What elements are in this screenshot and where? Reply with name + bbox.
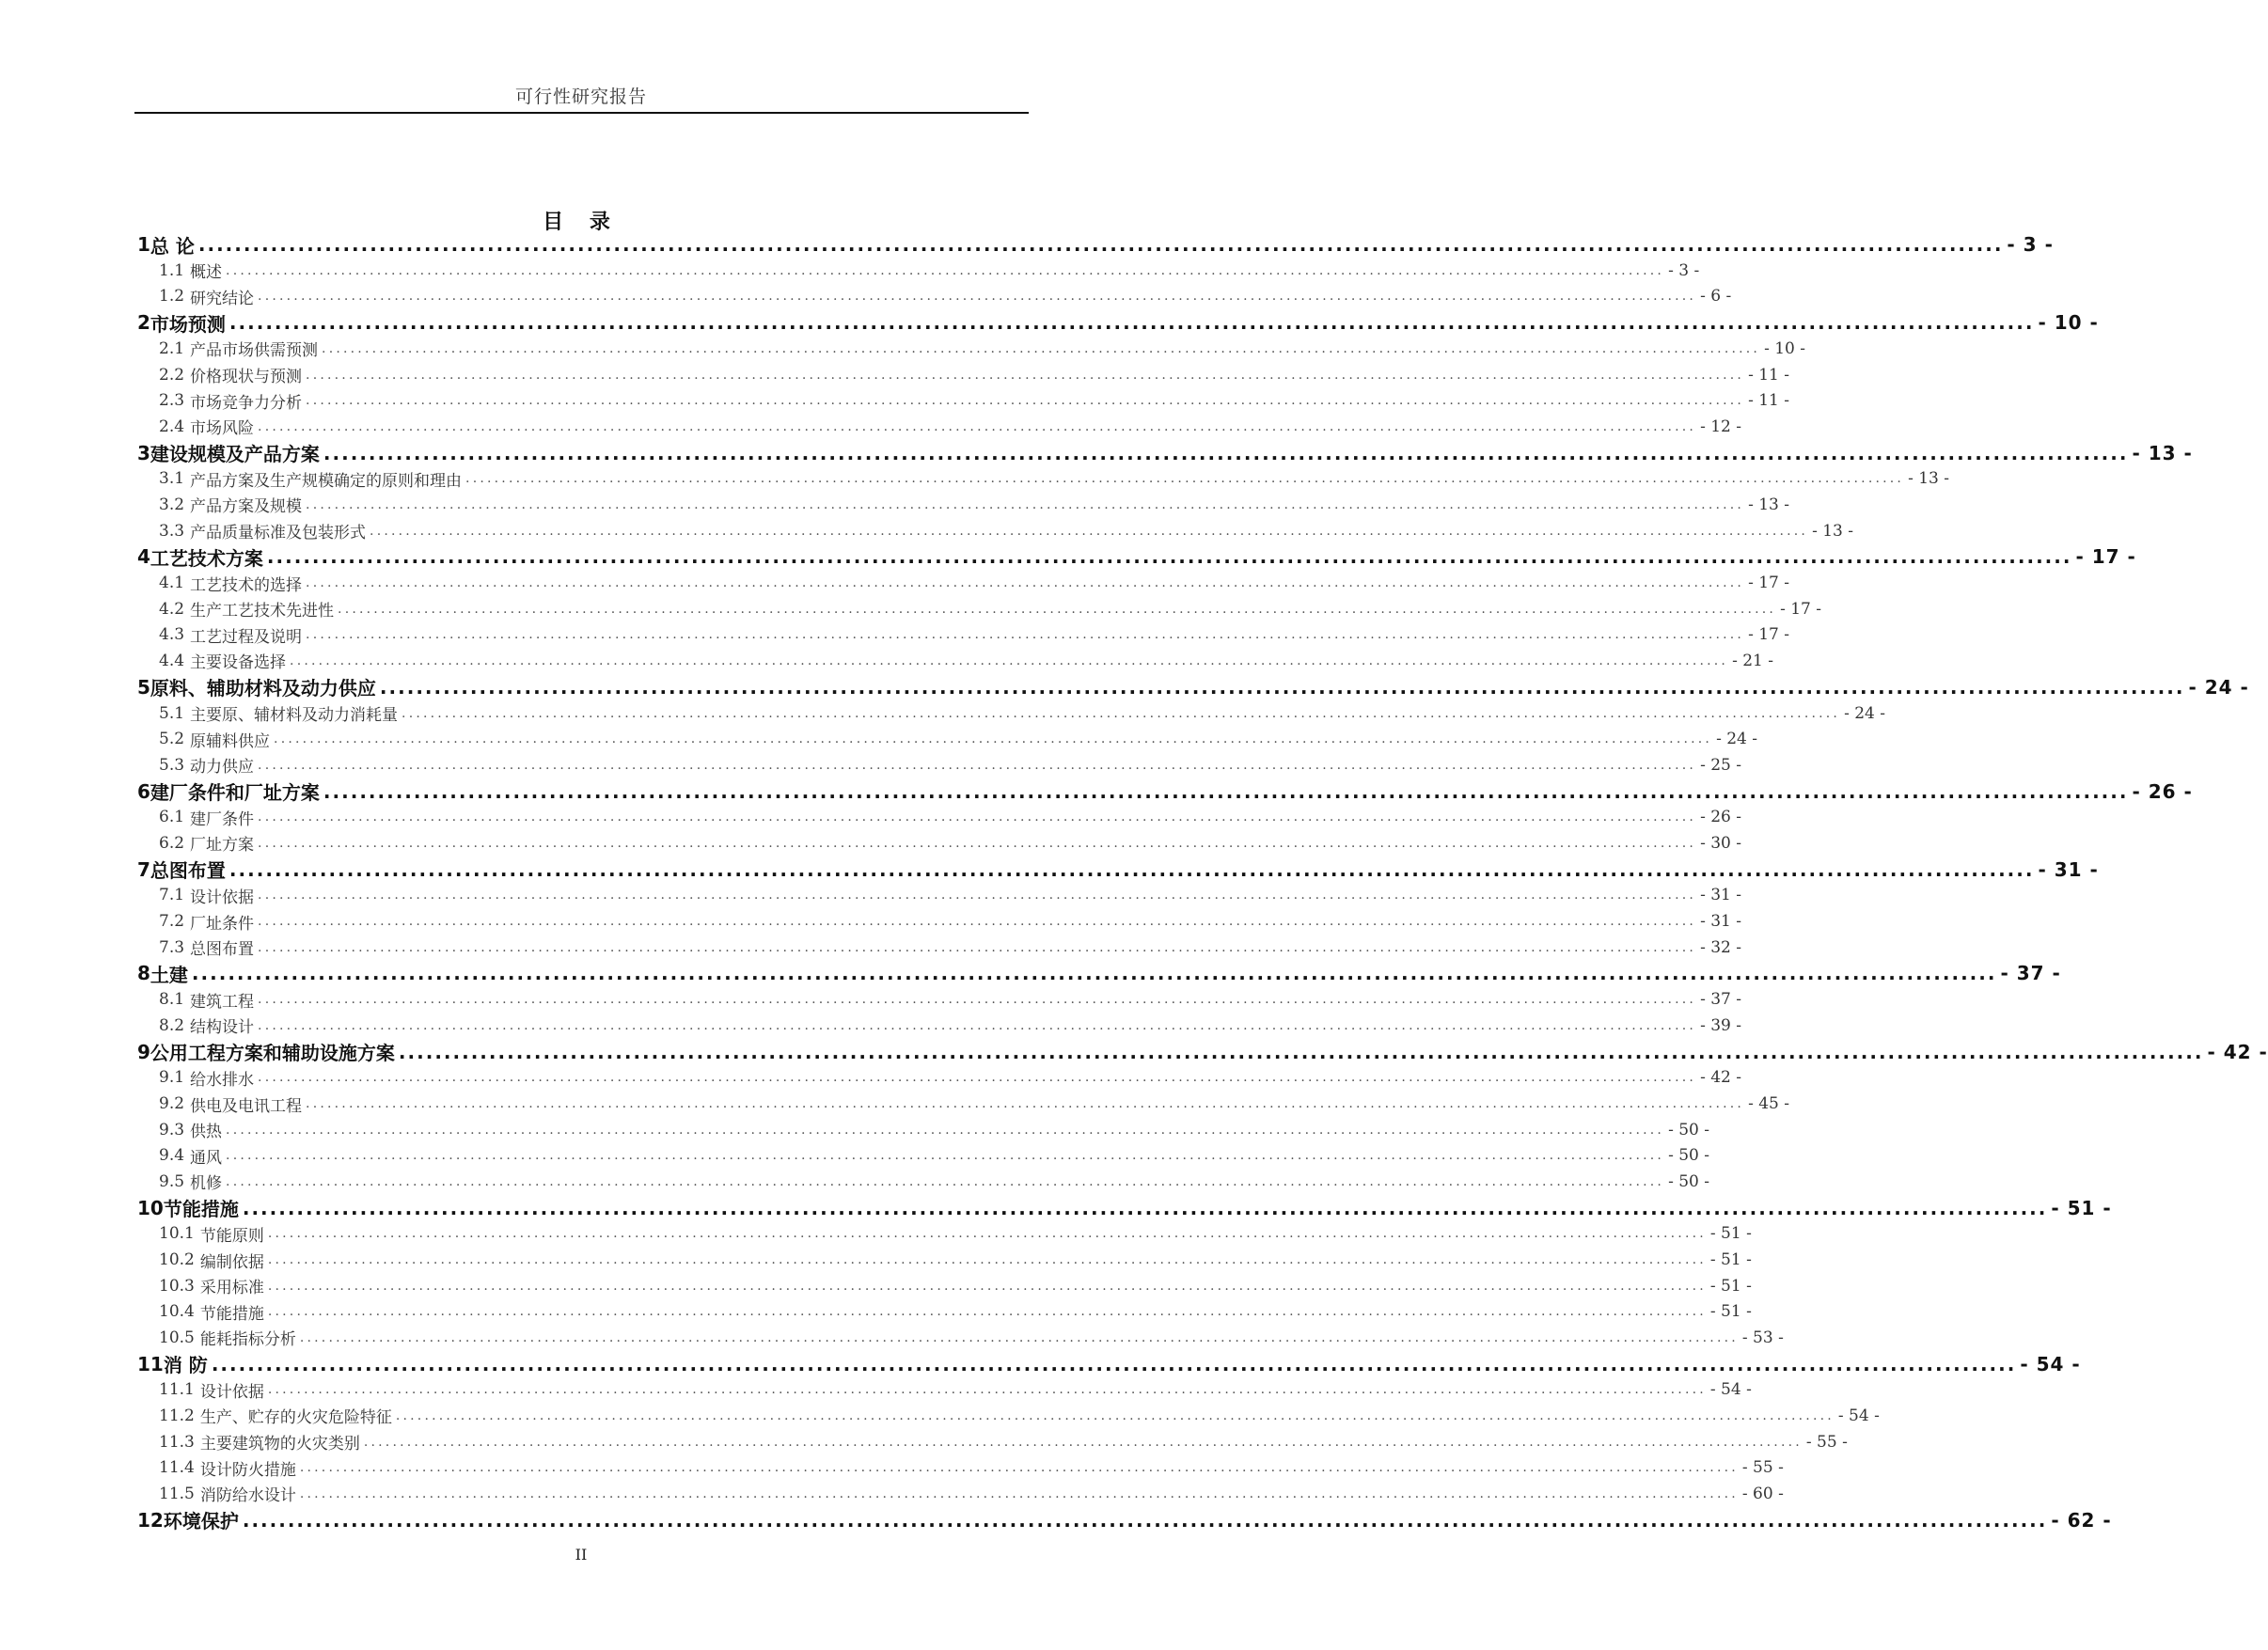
entry-title: 采用标准 bbox=[199, 1279, 264, 1298]
entry-number: 4.4 bbox=[159, 651, 185, 670]
entry-page-number: - 42 - bbox=[2207, 1040, 2268, 1063]
entry-title: 建筑工程 bbox=[190, 992, 255, 1012]
entry-page-number: - 31 - bbox=[1700, 886, 1742, 905]
toc-section-entry[interactable] bbox=[137, 908, 1742, 935]
entry-title: 工艺过程及说明 bbox=[190, 627, 303, 647]
entry-page-number: - 51 - bbox=[1709, 1302, 1752, 1322]
entry-page-number: - 50 - bbox=[1668, 1146, 1710, 1166]
toc-chapter-entry[interactable] bbox=[137, 440, 2193, 466]
toc-section-entry[interactable] bbox=[137, 1325, 1784, 1351]
dot-leader: ........................................................................................................................................................................................................ bbox=[299, 1460, 1739, 1476]
toc-section-entry[interactable] bbox=[137, 518, 1854, 544]
dot-leader: ........................................................................................................................................................................................................ bbox=[379, 675, 2185, 699]
toc-section-entry[interactable] bbox=[137, 1377, 1752, 1404]
toc-section-entry[interactable] bbox=[137, 284, 1732, 310]
dot-leader: ........................................................................................................................................................................................................ bbox=[306, 627, 1745, 643]
dot-leader: ........................................................................................................................................................................................................ bbox=[258, 1017, 1697, 1033]
entry-page-number: - 50 - bbox=[1668, 1120, 1710, 1139]
entry-number: 11 bbox=[137, 1352, 164, 1375]
table-of-contents bbox=[137, 231, 2268, 1533]
toc-section-entry[interactable] bbox=[137, 726, 1758, 752]
entry-title: 工艺技术的选择 bbox=[190, 575, 303, 595]
entry-number: 7.1 bbox=[159, 886, 185, 905]
entry-number: 11.1 bbox=[159, 1380, 195, 1400]
entry-number: 5.1 bbox=[159, 703, 185, 723]
entry-title: 设计依据 bbox=[190, 888, 255, 907]
entry-number: 11.5 bbox=[159, 1484, 195, 1503]
entry-title: 市场风险 bbox=[190, 419, 255, 439]
dot-leader: ........................................................................................................................................................................................................ bbox=[370, 523, 1809, 539]
entry-number: 10.5 bbox=[159, 1328, 195, 1347]
entry-number: 3.3 bbox=[159, 521, 185, 541]
entry-number: 2.2 bbox=[159, 365, 185, 385]
entry-number: 6.1 bbox=[159, 808, 185, 827]
entry-page-number: - 17 - bbox=[2075, 545, 2136, 569]
entry-number: 9 bbox=[137, 1040, 150, 1063]
entry-number: 7.2 bbox=[159, 912, 185, 932]
entry-title: 设计依据 bbox=[199, 1382, 264, 1402]
entry-title: 通风 bbox=[190, 1148, 223, 1168]
toc-section-entry[interactable] bbox=[137, 830, 1742, 856]
entry-number: 1 bbox=[137, 233, 150, 256]
toc-section-entry[interactable] bbox=[137, 1013, 1742, 1039]
dot-leader: ........................................................................................................................................................................................................ bbox=[226, 1148, 1665, 1164]
entry-number: 10.2 bbox=[159, 1250, 195, 1270]
entry-page-number: - 13 - bbox=[2132, 441, 2193, 464]
entry-page-number: - 53 - bbox=[1741, 1328, 1784, 1347]
entry-title: 节能原则 bbox=[199, 1226, 264, 1246]
dot-leader: ........................................................................................................................................................................................................ bbox=[258, 757, 1697, 773]
entry-number: 8.2 bbox=[159, 1015, 185, 1035]
dot-leader: ........................................................................................................................................................................................................ bbox=[306, 393, 1745, 409]
toc-section-entry[interactable] bbox=[137, 258, 1700, 284]
entry-number: 4.2 bbox=[159, 599, 185, 619]
toc-section-entry[interactable] bbox=[137, 1273, 1752, 1299]
entry-page-number: - 37 - bbox=[1700, 990, 1742, 1010]
dot-leader: ........................................................................................................................................................................................................ bbox=[267, 1252, 1707, 1268]
entry-title: 市场竞争力分析 bbox=[190, 393, 303, 413]
dot-leader: ........................................................................................................................................................................................................ bbox=[395, 1407, 1835, 1423]
dot-leader: ........................................................................................................................................................................................................ bbox=[299, 1485, 1739, 1501]
entry-page-number: - 17 - bbox=[1780, 599, 1822, 619]
entry-title: 消 防 bbox=[163, 1354, 208, 1377]
toc-section-entry[interactable] bbox=[137, 935, 1742, 961]
header-rule bbox=[134, 112, 1029, 114]
dot-leader: ........................................................................................................................................................................................................ bbox=[258, 992, 1697, 1008]
entry-page-number: - 13 - bbox=[1812, 521, 1854, 541]
entry-title: 生产工艺技术先进性 bbox=[190, 602, 335, 621]
entry-page-number: - 30 - bbox=[1700, 833, 1742, 853]
toc-chapter-entry[interactable] bbox=[137, 231, 2054, 258]
dot-leader: ........................................................................................................................................................................................................ bbox=[242, 1508, 2048, 1532]
entry-number: 1.1 bbox=[159, 260, 185, 280]
entry-number: 4.1 bbox=[159, 574, 185, 593]
entry-page-number: - 31 - bbox=[1700, 912, 1742, 932]
entry-title: 供热 bbox=[190, 1123, 223, 1142]
entry-number: 10.1 bbox=[159, 1224, 195, 1244]
entry-page-number: - 51 - bbox=[1709, 1276, 1752, 1296]
entry-number: 10.4 bbox=[159, 1302, 195, 1322]
entry-number: 9.4 bbox=[159, 1146, 185, 1166]
toc-chapter-entry[interactable] bbox=[137, 1039, 2268, 1065]
toc-chapter-entry[interactable] bbox=[137, 856, 2099, 883]
entry-title: 公用工程方案和辅助设施方案 bbox=[150, 1042, 395, 1065]
entry-title: 主要设备选择 bbox=[190, 653, 287, 673]
entry-number: 4 bbox=[137, 545, 150, 569]
entry-page-number: - 37 - bbox=[2000, 962, 2061, 985]
dot-leader: ........................................................................................................................................................................................................ bbox=[258, 939, 1697, 955]
toc-section-entry[interactable] bbox=[137, 596, 1822, 622]
entry-number: 7.3 bbox=[159, 937, 185, 957]
entry-page-number: - 55 - bbox=[1805, 1432, 1848, 1452]
toc-section-entry[interactable] bbox=[137, 648, 1774, 674]
entry-title: 生产、贮存的火灾危险特征 bbox=[199, 1408, 392, 1428]
dot-leader: ........................................................................................................................................................................................................ bbox=[306, 496, 1745, 512]
entry-number: 10 bbox=[137, 1196, 164, 1219]
entry-number: 5.3 bbox=[159, 755, 185, 775]
toc-section-entry[interactable] bbox=[137, 362, 1790, 388]
toc-section-entry[interactable] bbox=[137, 1481, 1784, 1507]
entry-page-number: - 54 - bbox=[1709, 1380, 1752, 1400]
entry-page-number: - 11 - bbox=[1748, 365, 1790, 385]
dot-leader: ........................................................................................................................................................................................................ bbox=[226, 1173, 1665, 1189]
dot-leader: ........................................................................................................................................................................................................ bbox=[242, 1196, 2048, 1219]
entry-number: 12 bbox=[137, 1508, 164, 1532]
entry-number: 11.2 bbox=[159, 1406, 195, 1425]
dot-leader: ........................................................................................................................................................................................................ bbox=[338, 601, 1777, 617]
dot-leader: ........................................................................................................................................................................................................ bbox=[228, 311, 2035, 335]
page-number: II bbox=[575, 1546, 588, 1564]
entry-number: 2.4 bbox=[159, 416, 185, 436]
entry-title: 研究结论 bbox=[190, 289, 255, 308]
toc-chapter-entry[interactable] bbox=[137, 778, 2193, 805]
entry-page-number: - 13 - bbox=[1908, 469, 1950, 489]
entry-number: 9.5 bbox=[159, 1171, 185, 1191]
entry-page-number: - 62 - bbox=[2051, 1508, 2112, 1532]
dot-leader: ........................................................................................................................................................................................................ bbox=[306, 367, 1745, 383]
entry-title: 环境保护 bbox=[163, 1510, 239, 1533]
entry-page-number: - 32 - bbox=[1700, 937, 1742, 957]
entry-title: 总图布置 bbox=[150, 859, 226, 883]
entry-page-number: - 24 - bbox=[2188, 675, 2249, 699]
toc-section-entry[interactable] bbox=[137, 622, 1790, 649]
entry-title: 价格现状与预测 bbox=[190, 368, 303, 387]
entry-number: 9.2 bbox=[159, 1094, 185, 1114]
toc-section-entry[interactable] bbox=[137, 752, 1742, 778]
dot-leader: ........................................................................................................................................................................................................ bbox=[267, 1382, 1707, 1398]
dot-leader: ........................................................................................................................................................................................................ bbox=[226, 1122, 1665, 1138]
entry-title: 主要建筑物的火灾类别 bbox=[199, 1435, 360, 1454]
toc-chapter-entry[interactable] bbox=[137, 1195, 2112, 1221]
entry-page-number: - 10 - bbox=[2038, 311, 2099, 335]
toc-section-entry[interactable] bbox=[137, 1169, 1710, 1195]
entry-number: 11.3 bbox=[159, 1432, 195, 1452]
dot-leader: ........................................................................................................................................................................................................ bbox=[258, 418, 1697, 434]
entry-page-number: - 31 - bbox=[2038, 857, 2099, 881]
dot-leader: ........................................................................................................................................................................................................ bbox=[258, 1070, 1697, 1086]
entry-number: 5 bbox=[137, 675, 150, 699]
dot-leader: ........................................................................................................................................................................................................ bbox=[258, 289, 1697, 305]
entry-title: 产品质量标准及包装形式 bbox=[190, 524, 367, 543]
entry-page-number: - 39 - bbox=[1700, 1015, 1742, 1035]
entry-page-number: - 10 - bbox=[1764, 338, 1806, 358]
toc-section-entry[interactable] bbox=[137, 1117, 1710, 1143]
dot-leader: ........................................................................................................................................................................................................ bbox=[191, 962, 1997, 985]
entry-title: 原辅料供应 bbox=[190, 731, 271, 751]
toc-chapter-entry[interactable] bbox=[137, 674, 2249, 700]
entry-page-number: - 26 - bbox=[2132, 779, 2193, 803]
entry-number: 11.4 bbox=[159, 1458, 195, 1478]
entry-number: 3.1 bbox=[159, 469, 185, 489]
entry-title: 设计防火措施 bbox=[199, 1460, 296, 1480]
toc-section-entry[interactable] bbox=[137, 492, 1790, 518]
dot-leader: ........................................................................................................................................................................................................ bbox=[465, 471, 1905, 487]
dot-leader: ........................................................................................................................................................................................................ bbox=[226, 262, 1665, 278]
entry-number: 2.1 bbox=[159, 338, 185, 358]
entry-page-number: - 12 - bbox=[1700, 416, 1742, 436]
entry-title: 工艺技术方案 bbox=[150, 546, 263, 570]
toc-section-entry[interactable] bbox=[137, 336, 1806, 362]
entry-number: 9.3 bbox=[159, 1120, 185, 1139]
entry-page-number: - 3 - bbox=[1668, 260, 1700, 280]
entry-number: 5.2 bbox=[159, 730, 185, 749]
entry-page-number: - 51 - bbox=[2051, 1196, 2112, 1219]
dot-leader: ........................................................................................................................................................................................................ bbox=[228, 857, 2035, 881]
dot-leader: ........................................................................................................................................................................................................ bbox=[322, 340, 1761, 356]
dot-leader: ........................................................................................................................................................................................................ bbox=[299, 1329, 1739, 1345]
toc-section-entry[interactable] bbox=[137, 1065, 1742, 1092]
entry-page-number: - 11 - bbox=[1748, 391, 1790, 411]
entry-title: 建厂条件和厂址方案 bbox=[150, 781, 320, 804]
dot-leader: ........................................................................................................................................................................................................ bbox=[267, 1304, 1707, 1320]
entry-page-number: - 45 - bbox=[1748, 1094, 1790, 1114]
toc-chapter-entry[interactable] bbox=[137, 543, 2136, 570]
entry-number: 2 bbox=[137, 311, 150, 335]
entry-title: 原料、辅助材料及动力供应 bbox=[150, 677, 376, 700]
entry-title: 总图布置 bbox=[190, 940, 255, 960]
entry-number: 9.1 bbox=[159, 1068, 185, 1088]
entry-title: 主要原、辅材料及动力消耗量 bbox=[190, 706, 399, 726]
entry-page-number: - 42 - bbox=[1700, 1068, 1742, 1088]
entry-page-number: - 13 - bbox=[1748, 495, 1790, 514]
toc-section-entry[interactable] bbox=[137, 1454, 1784, 1481]
entry-title: 产品方案及规模 bbox=[190, 497, 303, 517]
toc-section-entry[interactable] bbox=[137, 1142, 1710, 1169]
dot-leader: ........................................................................................................................................................................................................ bbox=[398, 1040, 2204, 1063]
entry-page-number: - 50 - bbox=[1668, 1171, 1710, 1191]
entry-number: 2.3 bbox=[159, 391, 185, 411]
entry-page-number: - 6 - bbox=[1700, 287, 1732, 306]
toc-chapter-entry[interactable] bbox=[137, 1507, 2112, 1533]
toc-section-entry[interactable] bbox=[137, 387, 1790, 414]
entry-number: 4.3 bbox=[159, 625, 185, 645]
entry-title: 动力供应 bbox=[190, 758, 255, 778]
entry-page-number: - 21 - bbox=[1732, 651, 1774, 670]
entry-title: 建设规模及产品方案 bbox=[150, 443, 320, 466]
toc-section-entry[interactable] bbox=[137, 570, 1790, 596]
entry-title: 概述 bbox=[190, 263, 223, 283]
entry-title: 给水排水 bbox=[190, 1070, 255, 1090]
entry-page-number: - 24 - bbox=[1716, 730, 1758, 749]
entry-title: 消防给水设计 bbox=[199, 1486, 296, 1506]
entry-title: 编制依据 bbox=[199, 1252, 264, 1272]
toc-chapter-entry[interactable] bbox=[137, 1351, 2081, 1377]
entry-page-number: - 24 - bbox=[1844, 703, 1886, 723]
entry-page-number: - 17 - bbox=[1748, 574, 1790, 593]
toc-section-entry[interactable] bbox=[137, 700, 1886, 727]
entry-page-number: - 26 - bbox=[1700, 808, 1742, 827]
toc-section-entry[interactable] bbox=[137, 1221, 1752, 1248]
dot-leader: ........................................................................................................................................................................................................ bbox=[258, 809, 1697, 825]
dot-leader: ........................................................................................................................................................................................................ bbox=[363, 1434, 1803, 1450]
entry-page-number: - 3 - bbox=[2007, 233, 2054, 256]
entry-number: 8.1 bbox=[159, 990, 185, 1010]
toc-chapter-entry[interactable] bbox=[137, 309, 2099, 336]
entry-page-number: - 25 - bbox=[1700, 755, 1742, 775]
dot-leader: ........................................................................................................................................................................................................ bbox=[258, 835, 1697, 851]
entry-title: 建厂条件 bbox=[190, 809, 255, 829]
entry-number: 6 bbox=[137, 779, 150, 803]
running-header: 可行性研究报告 bbox=[514, 86, 647, 107]
entry-title: 节能措施 bbox=[199, 1304, 264, 1324]
dot-leader: ........................................................................................................................................................................................................ bbox=[258, 888, 1697, 904]
entry-title: 厂址方案 bbox=[190, 836, 255, 856]
entry-page-number: - 60 - bbox=[1741, 1484, 1784, 1503]
entry-page-number: - 17 - bbox=[1748, 625, 1790, 645]
entry-number: 8 bbox=[137, 962, 150, 985]
entry-title: 产品方案及生产规模确定的原则和理由 bbox=[190, 471, 463, 491]
dot-leader: ........................................................................................................................................................................................................ bbox=[274, 731, 1713, 747]
entry-title: 产品市场供需预测 bbox=[190, 341, 319, 361]
entry-number: 3 bbox=[137, 441, 150, 464]
toc-section-entry[interactable] bbox=[137, 1091, 1790, 1117]
entry-number: 3.2 bbox=[159, 495, 185, 514]
toc-section-entry[interactable] bbox=[137, 1247, 1752, 1273]
dot-leader: ........................................................................................................................................................................................................ bbox=[306, 1096, 1745, 1112]
toc-chapter-entry[interactable] bbox=[137, 960, 2061, 986]
entry-page-number: - 55 - bbox=[1741, 1458, 1784, 1478]
toc-section-entry[interactable] bbox=[137, 1429, 1848, 1455]
entry-title: 能耗指标分析 bbox=[199, 1330, 296, 1350]
toc-section-entry[interactable] bbox=[137, 805, 1742, 831]
dot-leader: ........................................................................................................................................................................................................ bbox=[267, 1278, 1707, 1294]
toc-section-entry[interactable] bbox=[137, 986, 1742, 1013]
entry-page-number: - 51 - bbox=[1709, 1224, 1752, 1244]
entry-title: 机修 bbox=[190, 1174, 223, 1194]
entry-title: 厂址条件 bbox=[190, 914, 255, 934]
dot-leader: ........................................................................................................................................................................................................ bbox=[197, 233, 2004, 256]
entry-title: 节能措施 bbox=[163, 1198, 239, 1221]
entry-title: 总 论 bbox=[150, 234, 195, 258]
toc-section-entry[interactable] bbox=[137, 1298, 1752, 1325]
toc-title: 目 录 bbox=[543, 210, 620, 234]
dot-leader: ........................................................................................................................................................................................................ bbox=[290, 652, 1729, 668]
toc-section-entry[interactable] bbox=[137, 466, 1950, 493]
entry-page-number: - 54 - bbox=[1837, 1406, 1880, 1425]
toc-section-entry[interactable] bbox=[137, 414, 1742, 440]
entry-number: 6.2 bbox=[159, 833, 185, 853]
entry-title: 结构设计 bbox=[190, 1018, 255, 1038]
entry-number: 1.2 bbox=[159, 287, 185, 306]
dot-leader: ........................................................................................................................................................................................................ bbox=[306, 575, 1745, 591]
dot-leader: ........................................................................................................................................................................................................ bbox=[211, 1352, 2017, 1375]
entry-number: 7 bbox=[137, 857, 150, 881]
entry-title: 市场预测 bbox=[150, 312, 226, 336]
entry-page-number: - 54 - bbox=[2020, 1352, 2081, 1375]
dot-leader: ........................................................................................................................................................................................................ bbox=[266, 545, 2072, 569]
toc-section-entry[interactable] bbox=[137, 1403, 1880, 1429]
dot-leader: ........................................................................................................................................................................................................ bbox=[402, 705, 1841, 721]
toc-section-entry[interactable] bbox=[137, 883, 1742, 909]
dot-leader: ........................................................................................................................................................................................................ bbox=[267, 1226, 1707, 1242]
dot-leader: ........................................................................................................................................................................................................ bbox=[323, 441, 2129, 464]
entry-title: 供电及电讯工程 bbox=[190, 1096, 303, 1116]
entry-title: 土建 bbox=[150, 963, 188, 986]
dot-leader: ........................................................................................................................................................................................................ bbox=[323, 779, 2129, 803]
dot-leader: ........................................................................................................................................................................................................ bbox=[258, 914, 1697, 930]
entry-page-number: - 51 - bbox=[1709, 1250, 1752, 1270]
entry-number: 10.3 bbox=[159, 1276, 195, 1296]
